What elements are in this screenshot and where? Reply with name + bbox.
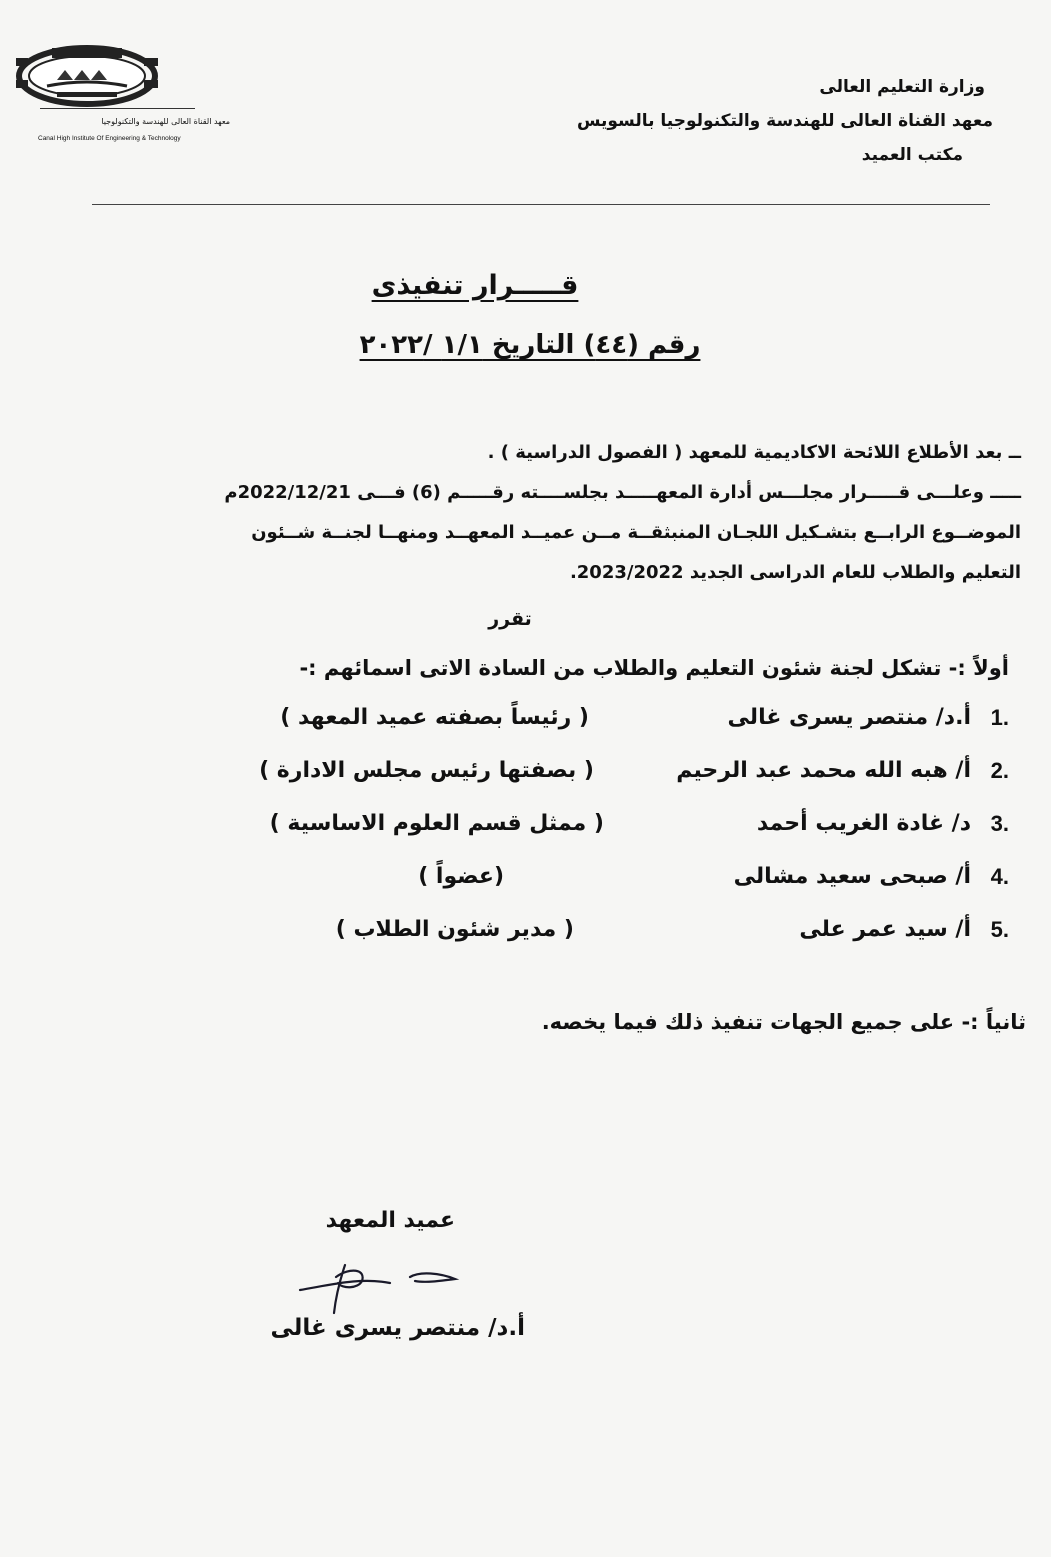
preamble-line: ــ بعد الأطلاع اللائحة الاكاديمية للمعهد ( الفصول الدراسية ) . (487, 442, 1021, 463)
member-name: أ/ صبحى سعيد مشالى (733, 864, 971, 889)
preamble-line: التعليم والطلاب للعام الدراسى الجديد 2023/2022. (569, 562, 1021, 583)
clause-second: ثانياً :- على جميع الجهات تنفيذ ذلك فيما يخصه. (541, 1010, 1026, 1034)
list-item (209, 758, 1009, 811)
member-name: أ/ سيد عمر على (799, 917, 971, 942)
header-divider (92, 204, 990, 205)
member-role: ( بصفتها رئيس مجلس الادارة ) (259, 758, 594, 783)
signatory-name: أ.د/ منتصر يسرى غالى (270, 1315, 525, 1341)
list-item (209, 864, 1009, 917)
committee-members-list (209, 705, 1009, 970)
signatory-title: عميد المعهد (325, 1208, 455, 1233)
logo-caption-english: Canal High Institute Of Engineering & Technology (38, 135, 181, 142)
list-item (209, 917, 1009, 970)
member-role: (عضواً ) (418, 864, 504, 889)
letterhead (493, 70, 993, 172)
member-number: 1. (990, 705, 1009, 730)
decision-number-date: رقم (٤٤) التاريخ ١/١ /٢٠٢٢ (359, 330, 701, 360)
member-role: ( مدير شئون الطلاب ) (335, 917, 574, 942)
logo-caption-arabic: معهد القناة العالى للهندسة والتكنولوجيا (101, 117, 230, 126)
preamble (11, 433, 1021, 593)
ministry-name: وزارة التعليم العالى (819, 77, 985, 97)
document-title: قـــــرار تنفيذى (371, 270, 579, 301)
member-name: د/ غادة الغريب أحمد (756, 811, 971, 836)
institute-logo (12, 40, 162, 110)
logo-divider (40, 108, 195, 109)
member-name: أ/ هبه الله محمد عبد الرحيم (676, 758, 971, 783)
list-item (209, 705, 1009, 758)
institute-name: معهد القناة العالى للهندسة والتكنولوجيا بالسويس (576, 111, 993, 131)
member-number: 5. (990, 917, 1009, 942)
preamble-line: ـــــ وعلـــى قـــــرار مجلـــس أدارة المعهـــــد بجلســــته رقـــــم (6) فـــى 2022/12/21م (224, 482, 1021, 503)
handwritten-signature (270, 1255, 470, 1315)
member-name: أ.د/ منتصر يسرى غالى (727, 705, 971, 730)
member-role: ( رئيساً بصفته عميد المعهد ) (280, 705, 589, 730)
member-number: 2. (990, 758, 1009, 783)
member-number: 4. (990, 864, 1009, 889)
clause-first: أولاً :- تشكل لجنة شئون التعليم والطلاب من السادة الاتى اسمائهم :- (299, 656, 1009, 680)
list-item (209, 811, 1009, 864)
office-name: مكتب العميد (861, 145, 963, 165)
member-number: 3. (990, 811, 1009, 836)
preamble-line: الموضــوع الرابــع بتشـكيل اللجـان المنبثقــة مــن عميــد المعهــد ومنهــا لجنــة شــئون (251, 522, 1021, 543)
member-role: ( ممثل قسم العلوم الاساسية ) (269, 811, 604, 836)
decides-heading: تقرر (488, 608, 532, 630)
